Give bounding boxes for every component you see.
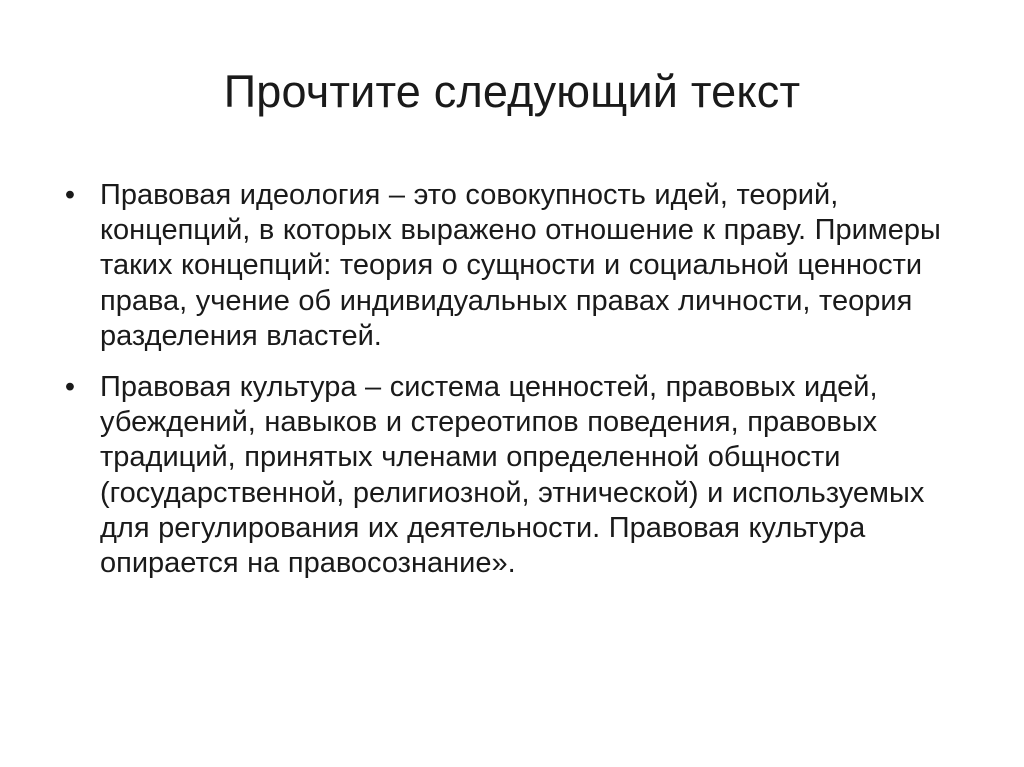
bullet-item-legal-ideology: [60, 178, 960, 354]
bullet-marker-icon: •: [64, 179, 76, 211]
bullet-marker-icon: •: [64, 371, 76, 404]
bullet-item-legal-culture: [60, 370, 960, 581]
bullet-text-legal-culture: Правовая культура – система ценностей, правовых идей, убеждений, навыков и стереотипов поведения, правовых традиций, принятых членами определенной общности (государственной, религиозной, этнической) и используемых для регулирования их деятельности. Правовая культура опирается на правосознание».: [100, 371, 925, 580]
bullet-list: [60, 178, 960, 597]
slide-title: Прочтите следующий текст: [223, 66, 801, 117]
bullet-text-legal-ideology: Правовая идеология – это совокупность идей, теорий, концепций, в которых выражено отношение к праву. Примеры таких концепций: теория о сущности и социальной ценности права, учение об индивидуальных правах личности, теория разделения властей.: [100, 179, 941, 352]
